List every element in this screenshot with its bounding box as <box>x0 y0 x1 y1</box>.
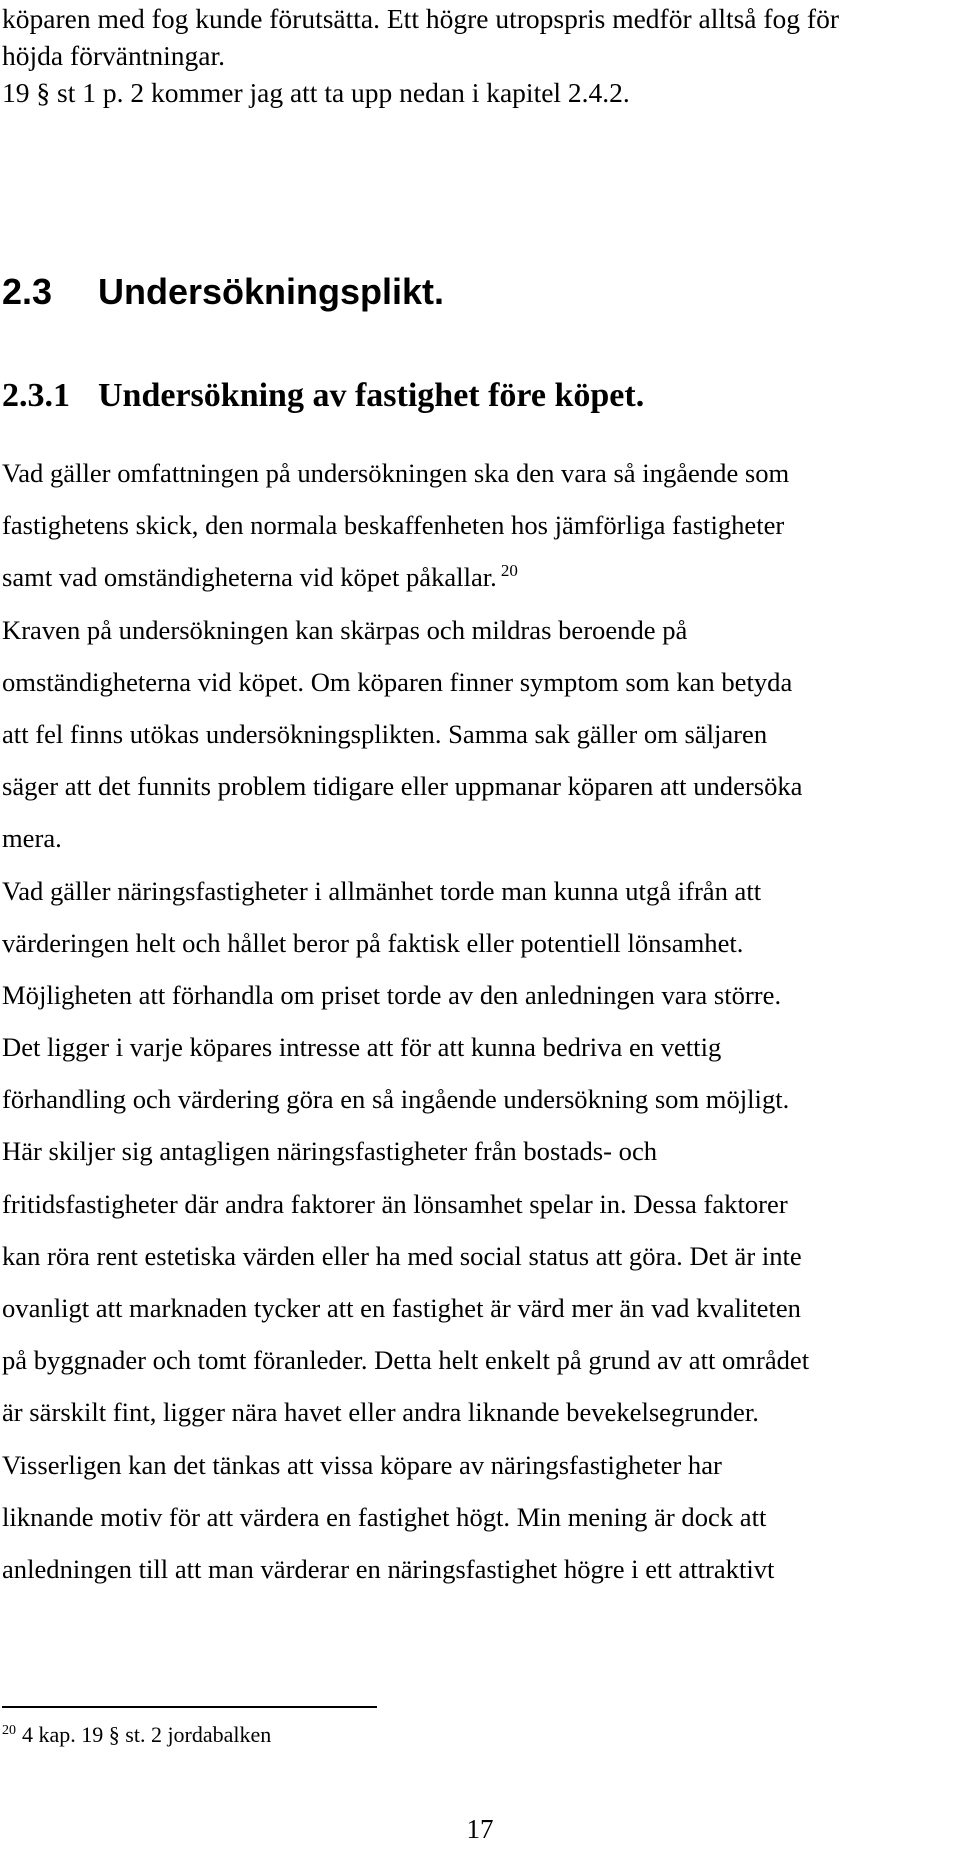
text-line: Det ligger i varje köpares intresse att för att kunna bedriva en vettig <box>2 1032 722 1063</box>
subsection-heading <box>2 374 644 418</box>
body-text <box>2 447 948 1595</box>
text-line: fastighetens skick, den normala beskaffenheten hos jämförliga fastigheter <box>2 510 785 541</box>
text-line: ovanligt att marknaden tycker att en fastighet är värd mer än vad kvaliteten <box>2 1293 801 1323</box>
subsection-number: 2.3.1 <box>2 377 70 414</box>
section-heading <box>2 270 444 314</box>
section-number: 2.3 <box>2 271 53 312</box>
text-line: köparen med fog kunde förutsätta. Ett högre utropspris medför alltså fog för <box>2 3 839 34</box>
text-line: på byggnader och tomt föranleder. Detta helt enkelt på grund av att området <box>2 1345 810 1376</box>
continued-paragraph <box>2 0 948 111</box>
text-line: Vad gäller omfattningen på undersökningen ska den vara så ingående som <box>2 458 790 488</box>
text-line-content: samt vad omständigheterna vid köpet påkallar. <box>2 562 497 593</box>
text-line: Här skiljer sig antagligen näringsfastigheter från bostads- och <box>2 1136 658 1167</box>
text-line: höjda förväntningar. <box>2 40 225 71</box>
footnote-reference[interactable]: 20 <box>500 561 518 581</box>
subsection-title: Undersökning av fastighet före köpet. <box>98 377 645 414</box>
text-line: mera. <box>2 823 62 854</box>
text-line: Kraven på undersökningen kan skärpas och mildras beroende på <box>2 614 688 645</box>
text-line: är särskilt fint, ligger nära havet eller andra liknande bevekelsegrunder. <box>2 1397 759 1428</box>
text-line: omständigheterna vid köpet. Om köparen finner symptom som kan betyda <box>2 666 793 697</box>
text-line: värderingen helt och hållet beror på faktisk eller potentiell lönsamhet. <box>2 927 744 958</box>
text-line: 19 § st 1 p. 2 kommer jag att ta upp nedan i kapitel 2.4.2. <box>2 77 630 108</box>
text-line: fritidsfastigheter där andra faktorer än lönsamhet spelar in. Dessa faktorer <box>2 1188 788 1219</box>
footnote <box>2 1720 271 1750</box>
footnote-text: 4 kap. 19 § st. 2 jordabalken <box>22 1722 272 1747</box>
page-number: 17 <box>466 1814 494 1844</box>
footnote-marker: 20 <box>2 1723 16 1738</box>
text-line: Vad gäller näringsfastigheter i allmänhet torde man kunna utgå ifrån att <box>2 875 762 906</box>
text-line: Möjligheten att förhandla om priset torde av den anledningen vara större. <box>2 979 782 1010</box>
text-line <box>2 551 948 603</box>
text-line: förhandling och värdering göra en så ingående undersökning som möjligt. <box>2 1084 790 1115</box>
text-line: anledningen till att man värderar en näringsfastighet högre i ett attraktivt <box>2 1553 775 1584</box>
section-title: Undersökningsplikt. <box>98 271 445 312</box>
text-line: säger att det funnits problem tidigare eller uppmanar köparen att undersöka <box>2 771 803 802</box>
text-line: att fel finns utökas undersökningsplikten. Samma sak gäller om säljaren <box>2 718 768 749</box>
text-line: kan röra rent estetiska värden eller ha med social status att göra. Det är inte <box>2 1240 802 1271</box>
text-line: liknande motiv för att värdera en fastighet högt. Min mening är dock att <box>2 1501 767 1532</box>
footnote-separator <box>2 1706 377 1708</box>
text-line: Visserligen kan det tänkas att vissa köpare av näringsfastigheter har <box>2 1449 722 1480</box>
